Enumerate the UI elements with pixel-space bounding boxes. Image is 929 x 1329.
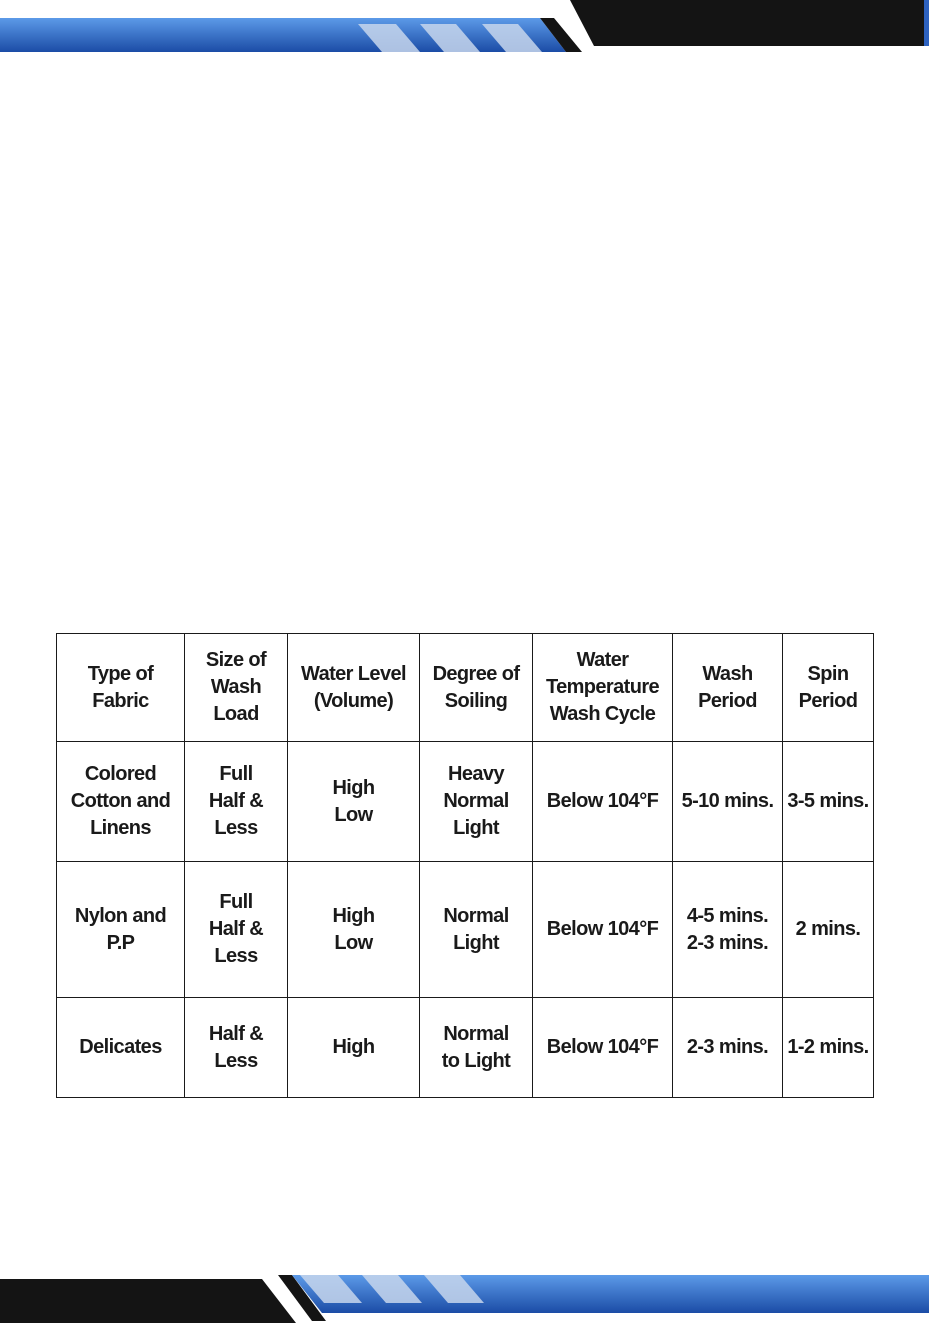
- table-cell: Normal Light: [420, 862, 533, 998]
- bottom-banner: [0, 1271, 929, 1329]
- header-wash-period: Wash Period: [673, 634, 783, 742]
- table-header-row: [57, 634, 874, 742]
- header-water-temperature: Water Temperature Wash Cycle: [533, 634, 673, 742]
- table-cell: Below 104°F: [533, 998, 673, 1098]
- banner-blue-band: [0, 18, 566, 52]
- table-cell: 1-2 mins.: [783, 998, 874, 1098]
- table-cell: 5-10 mins.: [673, 742, 783, 862]
- table-cell: Normal to Light: [420, 998, 533, 1098]
- wash-settings-table: [56, 633, 874, 1098]
- table-cell: Heavy Normal Light: [420, 742, 533, 862]
- table-cell: High: [288, 998, 420, 1098]
- table-cell: Full Half & Less: [185, 742, 288, 862]
- header-type-of-fabric: Type of Fabric: [57, 634, 185, 742]
- table-cell: Nylon and P.P: [57, 862, 185, 998]
- table-cell: Colored Cotton and Linens: [57, 742, 185, 862]
- header-water-level: Water Level (Volume): [288, 634, 420, 742]
- table-cell: 3-5 mins.: [783, 742, 874, 862]
- banner-blue-tip: [924, 0, 929, 46]
- table-row: [57, 862, 874, 998]
- table-cell: High Low: [288, 862, 420, 998]
- table-cell: Delicates: [57, 998, 185, 1098]
- table-cell: Below 104°F: [533, 742, 673, 862]
- table-cell: Below 104°F: [533, 862, 673, 998]
- header-size-of-wash-load: Size of Wash Load: [185, 634, 288, 742]
- top-banner: [0, 0, 929, 58]
- banner-black-band: [0, 1279, 296, 1323]
- table-cell: Full Half & Less: [185, 862, 288, 998]
- table-row: [57, 998, 874, 1098]
- header-spin-period: Spin Period: [783, 634, 874, 742]
- table-row: [57, 742, 874, 862]
- table-cell: 2-3 mins.: [673, 998, 783, 1098]
- table-cell: 4-5 mins. 2-3 mins.: [673, 862, 783, 998]
- table-cell: Half & Less: [185, 998, 288, 1098]
- table-cell: 2 mins.: [783, 862, 874, 998]
- banner-black-band: [570, 0, 929, 46]
- header-degree-of-soiling: Degree of Soiling: [420, 634, 533, 742]
- table-cell: High Low: [288, 742, 420, 862]
